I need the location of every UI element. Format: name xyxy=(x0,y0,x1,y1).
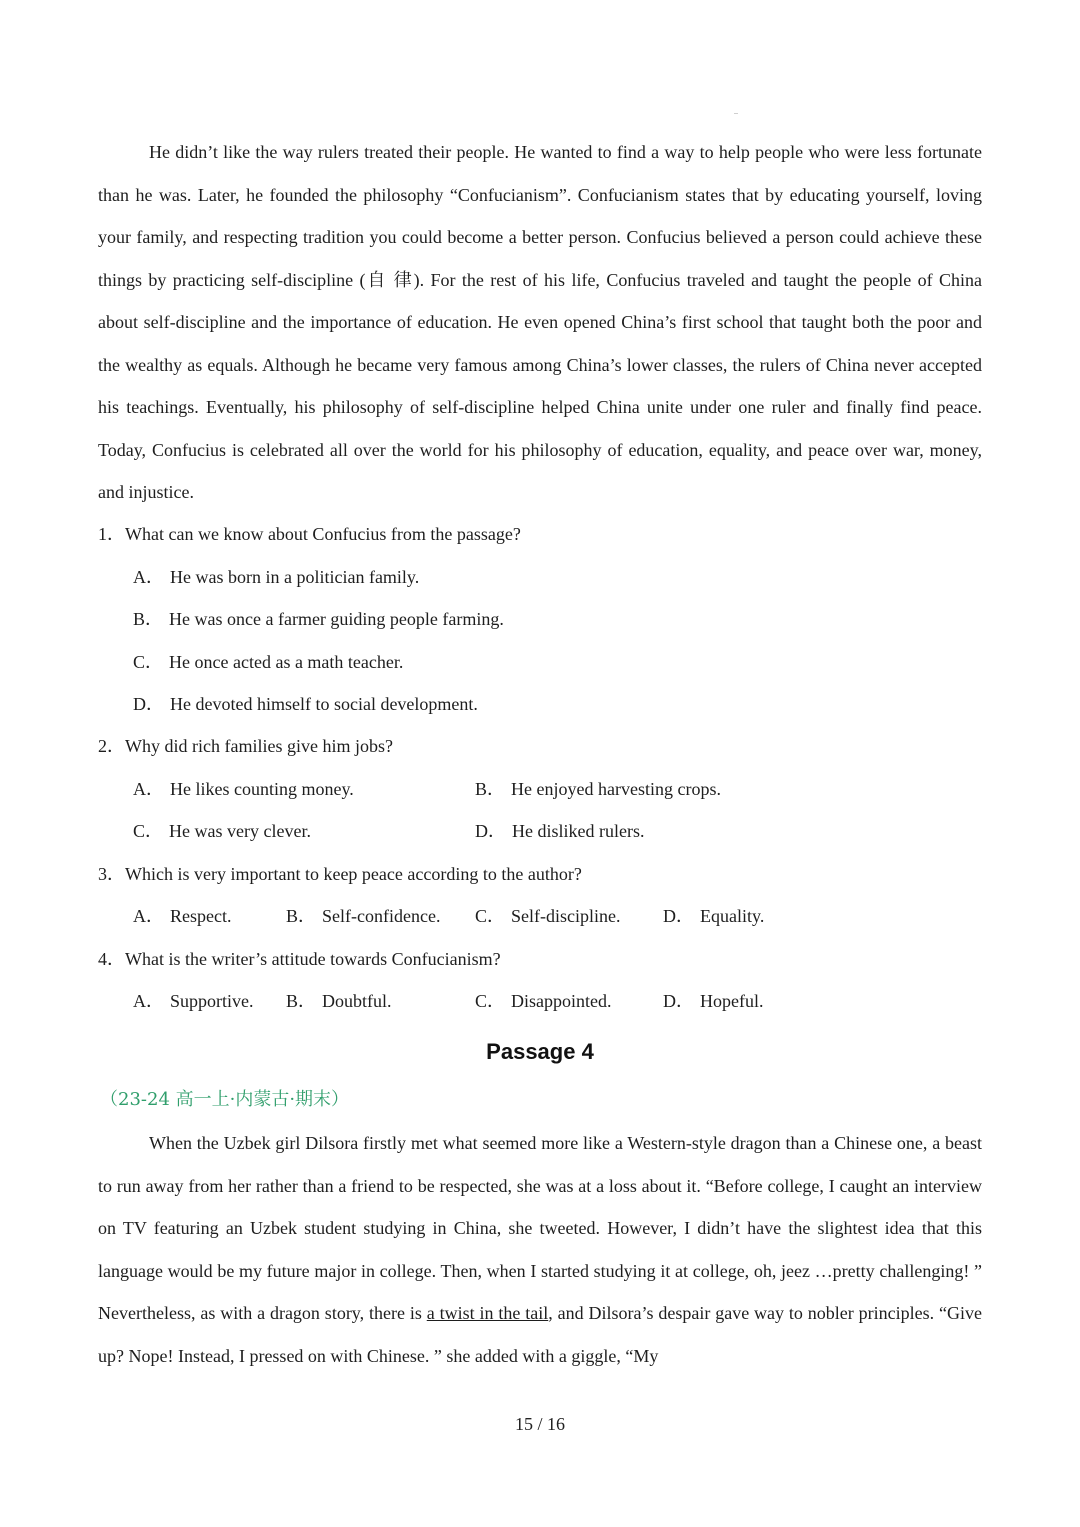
option-1d: D． He devoted himself to social development. xyxy=(133,694,478,714)
scan-speck xyxy=(734,113,738,114)
option-2c: C． He was very clever. xyxy=(133,821,311,841)
page-number: 15 / 16 xyxy=(514,1414,565,1434)
option-1c: C． He once acted as a math teacher. xyxy=(133,652,404,672)
option-3d: D． Equality. xyxy=(663,906,765,926)
question-number: 3． xyxy=(98,864,125,884)
question-text: Why did rich families give him jobs? xyxy=(125,736,393,756)
paragraph-text-after: , and Dilsora’s despair gave way to nobler principles. “Give up? Nope! Instead, I pressed on with Chinese. ” she added with a giggle, “My xyxy=(98,1303,982,1366)
question-3 xyxy=(98,862,582,886)
option-1a: A． He was born in a politician family. xyxy=(133,567,420,587)
option-4c: C． Disappointed. xyxy=(475,991,612,1011)
option-2b: B． He enjoyed harvesting crops. xyxy=(475,779,721,799)
option-3b: B． Self-confidence. xyxy=(286,906,441,926)
passage-4-paragraph xyxy=(98,1122,982,1377)
option-4d: D． Hopeful. xyxy=(663,991,764,1011)
question-number: 1． xyxy=(98,524,125,544)
option-3a: A． Respect. xyxy=(133,906,232,926)
passage-4-source: （23-24 高一上·内蒙古·期末） xyxy=(100,1089,350,1110)
passage-3-paragraph: He didn’t like the way rulers treated their people. He wanted to find a way to help people who were less fortunate than he was. Later, he founded the philosophy “Confucianism”. Confucianism states that by educating yourself, loving your family, and respecting tradition you could become a better person. Confucius believed a person could achieve these things by practicing self-discipline (自 律). For the rest of his life, Confucius traveled and taught the people of China about self-discipline and the importance of education. He even opened China’s first school that taught both the poor and the wealthy as equals. Although he became very famous among China’s lower classes, the rulers of China never accepted his teachings. Eventually, his philosophy of self-discipline helped China unite under one ruler and finally find peace. Today, Confucius is celebrated all over the world for his philosophy of education, equality, and peace over war, money, and injustice. xyxy=(98,142,982,502)
question-1 xyxy=(98,522,521,546)
option-2a: A． He likes counting money. xyxy=(133,779,354,799)
paragraph-text-before: When the Uzbek girl Dilsora firstly met what seemed more like a Western-style dragon than a Chinese one, a beast to run away from her rather than a friend to be respected, she was at a loss about it. “Before college, I caught an interview on TV featuring an Uzbek student studying in China, she tweeted. However, I didn’t have the slightest idea that this language would be my future major in college. Then, when I started studying it at college, oh, jeez …pretty challenging! ” Nevertheless, as with a dragon story, there is xyxy=(98,1133,982,1323)
question-text: What can we know about Confucius from the passage? xyxy=(125,524,521,544)
underlined-phrase: a twist in the tail xyxy=(426,1303,549,1323)
option-3c: C． Self-discipline. xyxy=(475,906,621,926)
option-4a: A． Supportive. xyxy=(133,991,254,1011)
question-number: 2． xyxy=(98,736,125,756)
question-text: What is the writer’s attitude towards Confucianism? xyxy=(125,949,501,969)
question-text: Which is very important to keep peace according to the author? xyxy=(125,864,582,884)
question-4 xyxy=(98,947,501,971)
option-1b: B． He was once a farmer guiding people farming. xyxy=(133,609,504,629)
option-2d: D． He disliked rulers. xyxy=(475,821,645,841)
passage-4-title: Passage 4 xyxy=(486,1039,594,1064)
option-4b: B． Doubtful. xyxy=(286,991,392,1011)
question-number: 4． xyxy=(98,949,125,969)
question-2 xyxy=(98,734,393,758)
